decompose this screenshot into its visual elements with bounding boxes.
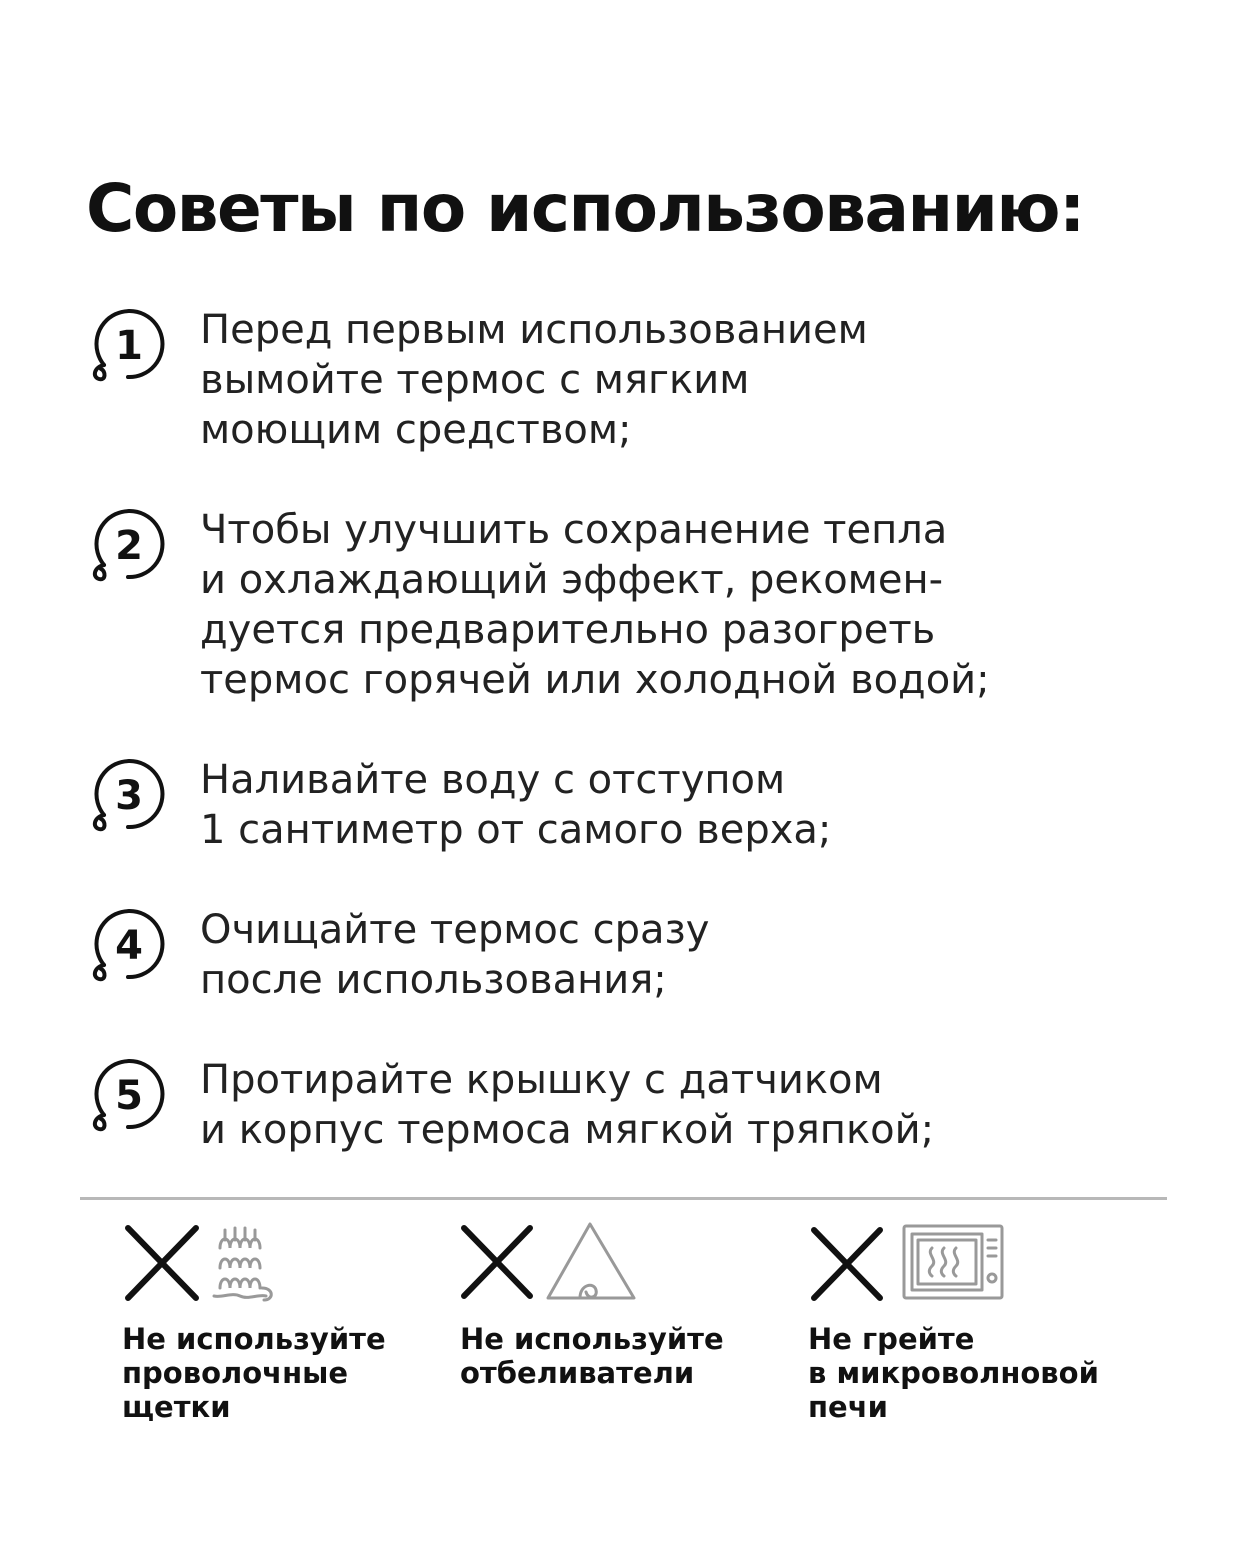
tip-text <box>200 505 990 705</box>
tip-number: 5 <box>115 1073 143 1119</box>
warning-label-line: в микроволновой <box>808 1356 1099 1390</box>
microwave-icon <box>904 1226 1002 1298</box>
warning-icon-group <box>460 1218 700 1308</box>
number-3-icon <box>84 755 168 839</box>
warning-label-line: щетки <box>122 1390 231 1424</box>
cross-icon <box>814 1230 880 1298</box>
page-title: Советы по использованию: <box>86 170 1084 247</box>
tip-line: моющим средством; <box>200 407 632 453</box>
tip-text <box>200 1055 934 1155</box>
tip-line: Протирайте крышку с датчиком <box>200 1057 883 1103</box>
section-divider <box>80 1197 1167 1200</box>
cross-icon <box>128 1228 196 1298</box>
tip-text <box>200 755 831 855</box>
number-4-icon <box>84 905 168 989</box>
wire-brush-icon <box>214 1228 271 1300</box>
warning-label <box>808 1322 1099 1424</box>
warning-label-line: проволочные <box>122 1356 348 1390</box>
tip-number: 3 <box>115 773 143 819</box>
tip-line: после использования; <box>200 957 667 1003</box>
tip-line: дуется предварительно разогреть <box>200 607 936 653</box>
warning-icon-group <box>122 1218 362 1308</box>
number-1-icon <box>84 305 168 389</box>
tip-text <box>200 905 709 1005</box>
tip-number: 1 <box>115 323 143 369</box>
tip-number: 4 <box>115 923 143 969</box>
tip-line: Наливайте воду с отступом <box>200 757 786 803</box>
bleach-triangle-icon <box>548 1224 634 1298</box>
warning-label-line: Не используйте <box>122 1322 386 1356</box>
number-5-icon <box>84 1055 168 1139</box>
warning-icon-group <box>808 1218 1048 1308</box>
warning-label <box>122 1322 386 1424</box>
warning-label <box>460 1322 724 1390</box>
warning-label-line: печи <box>808 1390 888 1424</box>
tip-line: и охлаждающий эффект, рекомен- <box>200 557 944 603</box>
tip-line: термос горячей или холодной водой; <box>200 657 990 703</box>
tip-line: Чтобы улучшить сохранение тепла <box>200 507 948 553</box>
cross-icon <box>464 1228 530 1296</box>
tip-number: 2 <box>115 523 143 569</box>
tip-line: 1 сантиметр от самого верха; <box>200 807 832 853</box>
tip-text <box>200 305 868 455</box>
number-2-icon <box>84 505 168 589</box>
warning-label-line: отбеливатели <box>460 1356 695 1390</box>
tip-line: вымойте термос с мягким <box>200 357 750 403</box>
warning-label-line: Не грейте <box>808 1322 975 1356</box>
tip-line: Очищайте термос сразу <box>200 907 710 953</box>
warning-label-line: Не используйте <box>460 1322 724 1356</box>
tip-line: Перед первым использованием <box>200 307 868 353</box>
tip-line: и корпус термоса мягкой тряпкой; <box>200 1107 935 1153</box>
